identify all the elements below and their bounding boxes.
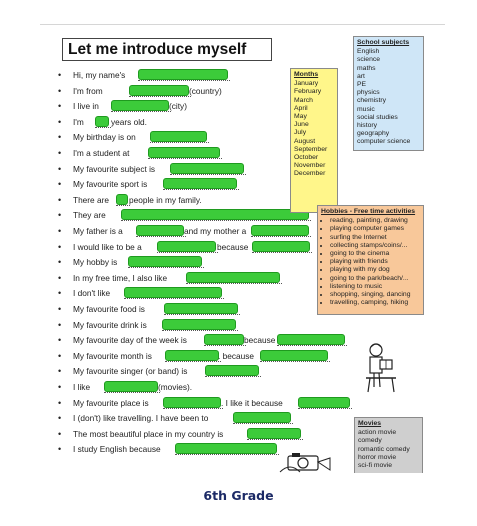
answer-blank[interactable] <box>95 116 109 127</box>
sentence-suffix: (movies). <box>158 382 193 392</box>
bullet-icon: • <box>58 319 62 330</box>
months-list <box>294 80 334 178</box>
sentence-row <box>58 318 378 332</box>
bullet-icon: • <box>58 257 62 268</box>
hobby-item: • reading, painting, drawing <box>330 217 420 225</box>
subject-item: physics <box>357 89 380 97</box>
answer-blank[interactable] <box>260 350 328 361</box>
sentence-prompt: There are <box>73 194 109 205</box>
bullet-icon: • <box>58 350 62 361</box>
month-item: November <box>294 162 326 170</box>
worksheet <box>52 30 432 473</box>
sentence-prompt: My favourite month is <box>73 350 152 361</box>
bullet-icon: • <box>58 163 62 174</box>
sentence-row <box>58 380 378 394</box>
month-item: March <box>294 96 313 104</box>
sentence-row <box>58 396 378 410</box>
month-item: December <box>294 170 326 178</box>
answer-blank[interactable] <box>150 131 207 142</box>
sentence-row <box>58 349 378 363</box>
hobby-item: • collecting stamps/coins/... <box>330 242 420 250</box>
subjects-panel <box>353 36 424 151</box>
movies-panel <box>354 417 423 473</box>
answer-blank[interactable] <box>116 194 128 205</box>
sentence-connector: because <box>244 335 276 346</box>
subject-item: science <box>357 56 381 64</box>
month-item: February <box>294 88 322 96</box>
answer-blank[interactable] <box>175 443 277 454</box>
sentence-prompt: My favourite day of the week is <box>73 335 187 346</box>
hobby-item: • playing with friends <box>330 258 420 266</box>
months-panel <box>290 68 338 213</box>
bullet-icon: • <box>58 428 62 439</box>
answer-blank[interactable] <box>186 272 280 283</box>
bullet-icon: • <box>58 366 62 377</box>
sentence-prompt: I study English because <box>73 444 161 455</box>
answer-blank[interactable] <box>252 241 310 252</box>
answer-blank[interactable] <box>157 241 216 252</box>
answer-blank[interactable] <box>277 334 345 345</box>
month-item: September <box>294 145 328 153</box>
sentence-prompt: In my free time, I also like <box>73 272 168 283</box>
sentence-prompt: Hi, my name's <box>73 70 126 80</box>
answer-blank[interactable] <box>204 334 244 345</box>
bullet-icon: • <box>58 444 62 455</box>
movie-item: romantic comedy <box>358 445 410 453</box>
subject-item: social studies <box>357 113 398 121</box>
answer-blank[interactable] <box>162 319 236 330</box>
answer-blank[interactable] <box>164 303 238 314</box>
hobbies-list <box>321 217 420 307</box>
hobby-item: • playing with my dog <box>330 266 420 274</box>
sentence-prompt: I would like to be a <box>73 241 142 252</box>
bullet-icon: • <box>58 148 62 158</box>
top-divider <box>40 24 445 25</box>
sentence-connector: . because <box>218 350 254 361</box>
sentence-prompt: My favourite drink is <box>73 319 147 330</box>
answer-blank[interactable] <box>163 397 221 408</box>
title-box <box>62 38 272 61</box>
month-item: June <box>294 121 309 129</box>
movies-list <box>358 429 419 470</box>
sentence-prompt: My favourite sport is <box>73 179 148 190</box>
month-item: January <box>294 80 319 88</box>
sentence-connector: and my mother a <box>184 226 247 236</box>
subject-item: PE <box>357 81 367 89</box>
sentence-suffix: years old. <box>111 116 147 127</box>
sentence-row <box>58 333 378 347</box>
answer-blank[interactable] <box>233 412 291 423</box>
month-item: May <box>294 113 307 121</box>
bullet-icon: • <box>58 101 62 112</box>
answer-blank[interactable] <box>247 428 301 439</box>
sentence-prompt: I don't like <box>73 288 111 299</box>
bullet-icon: • <box>58 179 62 190</box>
sentence-prompt: They are <box>73 210 106 221</box>
bullet-icon: • <box>58 70 62 80</box>
month-item: August <box>294 137 316 145</box>
answer-blank[interactable] <box>124 287 222 298</box>
months-title: Months <box>294 71 319 78</box>
bullet-icon: • <box>58 241 62 252</box>
bullet-icon: • <box>58 288 62 299</box>
sentence-prompt: I'm <box>73 116 84 127</box>
bullet-icon: • <box>58 304 62 314</box>
answer-blank[interactable] <box>170 163 244 174</box>
bullet-icon: • <box>58 397 62 408</box>
sentence-prompt: I'm a student at <box>73 148 130 158</box>
movies-title: Movies <box>358 420 382 427</box>
sentence-prompt: I like <box>73 382 91 392</box>
hobby-item: • listening to music <box>330 283 420 291</box>
hobby-item: • shopping, singing, dancing <box>330 291 420 299</box>
sentence-row <box>58 411 378 425</box>
movie-item: sci-fi movie <box>358 462 392 470</box>
sentence-prompt: My favourite singer (or band) is <box>73 366 188 377</box>
subjects-title: School subjects <box>357 39 410 46</box>
answer-blank[interactable] <box>163 178 237 189</box>
bullet-icon: • <box>58 210 62 221</box>
sentence-prompt: I'm from <box>73 85 103 96</box>
sentence-prompt: My favourite food is <box>73 304 145 314</box>
sentence-row <box>58 364 378 378</box>
answer-blank[interactable] <box>165 350 219 361</box>
sentence-prompt: My favourite subject is <box>73 163 156 174</box>
hobby-item: • surfing the Internet <box>330 234 420 242</box>
hobbies-panel <box>317 205 424 315</box>
sentence-prompt: The most beautiful place in my country is <box>73 428 224 439</box>
answer-blank[interactable] <box>121 209 309 220</box>
subject-item: geography <box>357 130 390 138</box>
grade-caption: 6th Grade <box>203 488 274 503</box>
sentence-suffix: people in my family. <box>129 194 202 205</box>
month-item: July <box>294 129 307 137</box>
sentence-connector: because <box>217 241 249 252</box>
answer-blank[interactable] <box>138 69 228 80</box>
camera-illustration <box>278 450 334 473</box>
bullet-icon: • <box>58 382 62 392</box>
answer-blank[interactable] <box>148 147 220 158</box>
answer-blank[interactable] <box>298 397 350 408</box>
bullet-icon: • <box>58 413 62 424</box>
subject-item: art <box>357 72 365 80</box>
answer-blank[interactable] <box>129 85 189 96</box>
hobby-item: • travelling, camping, hiking <box>330 299 420 307</box>
bullet-icon: • <box>58 335 62 346</box>
subject-item: maths <box>357 64 376 72</box>
sentence-suffix: (country) <box>189 85 222 96</box>
worksheet-title: Let me introduce myself <box>68 41 247 58</box>
movie-item: action movie <box>358 429 397 437</box>
student-reading-illustration <box>362 340 406 394</box>
sentence-row <box>58 427 378 441</box>
sentence-prompt: My favourite place is <box>73 397 149 408</box>
hobby-item: • going to the park/beach/... <box>330 275 420 283</box>
answer-blank[interactable] <box>251 225 309 236</box>
sentence-prompt: I (don't) like travelling. I have been to <box>73 413 209 424</box>
hobby-item: • playing computer games <box>330 225 420 233</box>
answer-blank[interactable] <box>128 256 202 267</box>
sentence-prompt: I live in <box>73 101 99 112</box>
answer-blank[interactable] <box>136 225 184 236</box>
bullet-icon: • <box>58 85 62 96</box>
sentence-suffix: (city) <box>169 101 187 112</box>
movie-item: comedy <box>358 437 382 445</box>
subject-item: chemistry <box>357 97 387 105</box>
month-item: April <box>294 104 308 112</box>
sentence-prompt: My hobby is <box>73 257 118 268</box>
subjects-list <box>357 48 420 146</box>
bullet-icon: • <box>58 272 62 283</box>
hobbies-title: Hobbies - Free time activities <box>321 208 416 215</box>
bullet-icon: • <box>58 132 62 143</box>
bullet-icon: • <box>58 116 62 127</box>
subject-item: English <box>357 48 380 56</box>
month-item: October <box>294 154 319 162</box>
bullet-icon: • <box>58 226 62 236</box>
subject-item: computer science <box>357 138 411 146</box>
answer-blank[interactable] <box>111 100 169 111</box>
sentence-prompt: My birthday is on <box>73 132 136 143</box>
subject-item: music <box>357 105 375 113</box>
answer-blank[interactable] <box>104 381 158 392</box>
answer-blank[interactable] <box>205 365 259 376</box>
sentence-prompt: My father is a <box>73 226 123 236</box>
bullet-icon: • <box>58 194 62 205</box>
hobby-item: • going to the cinema <box>330 250 420 258</box>
movie-item: horror movie <box>358 453 397 461</box>
sentence-connector: . I like it because <box>221 397 283 408</box>
subject-item: history <box>357 122 378 130</box>
